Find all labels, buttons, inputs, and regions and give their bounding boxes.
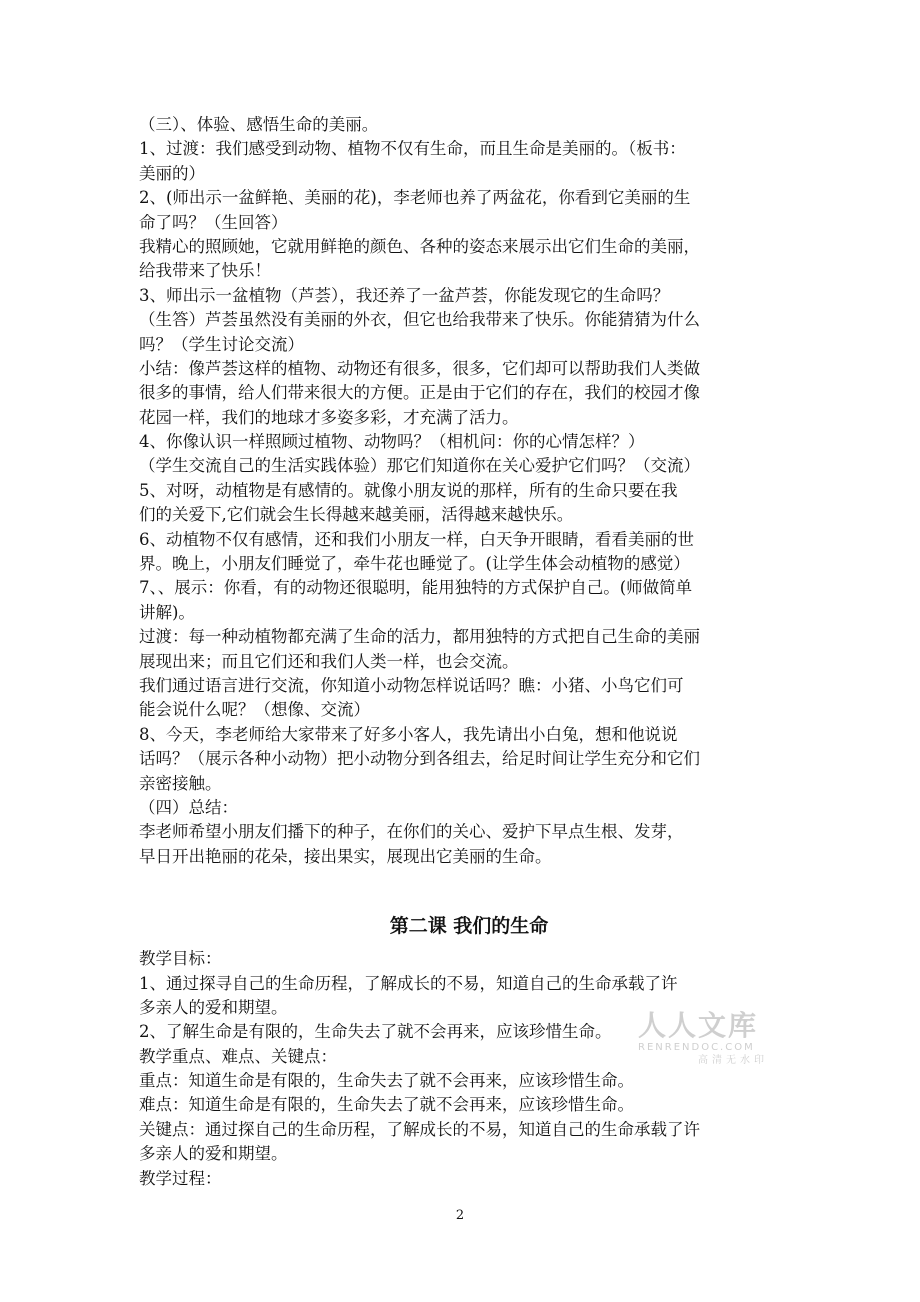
text-line: 1、通过探寻自己的生命历程，了解成长的不易，知道自己的生命承载了许 [139, 973, 678, 993]
text-line: 8、今天，李老师给大家带来了好多小客人，我先请出小白兔，想和他说说 [139, 724, 678, 744]
page-number: 2 [455, 1208, 465, 1223]
text-line: （学生交流自己的生活实践体验）那它们知道你在关心爱护它们吗？（交流） [139, 456, 700, 476]
text-line: 吗？（学生讨论交流） [139, 334, 304, 354]
text-line: （生答）芦荟虽然没有美丽的外衣，但它也给我带来了快乐。你能猜猜为什么 [139, 310, 700, 330]
lesson-one-section [139, 113, 799, 869]
text-line: 能会说什么呢？（想像、交流） [139, 700, 370, 720]
text-line: 7、、展示：你看，有的动物还很聪明，能用独特的方式保护自己。(师做简单 [139, 578, 693, 598]
text-line: 重点：知道生命是有限的，生命失去了就不会再来，应该珍惜生命。 [139, 1071, 634, 1091]
text-line: 教学目标： [139, 949, 222, 969]
text-line: 多亲人的爱和期望。 [139, 997, 288, 1017]
text-line: 教学过程： [139, 1168, 222, 1188]
text-line: 我们通过语言进行交流，你知道小动物怎样说话吗？瞧：小猪、小鸟它们可 [139, 675, 684, 695]
text-line: 美丽的） [139, 163, 205, 183]
text-line: 过渡：每一种动植物都充满了生命的活力，都用独特的方式把自己生命的美丽 [139, 627, 700, 647]
text-line: 们的关爱下,它们就会生长得越来越美丽，活得越来越快乐。 [139, 505, 574, 525]
text-line: 话吗？（展示各种小动物）把小动物分到各组去，给足时间让学生充分和它们 [139, 749, 700, 769]
text-line: 小结：像芦荟这样的植物、动物还有很多，很多，它们却可以帮助我们人类做 [139, 358, 700, 378]
text-line: 5、对呀，动植物是有感情的。就像小朋友说的那样，所有的生命只要在我 [139, 480, 678, 500]
text-line: 2、(师出示一盆鲜艳、美丽的花)，李老师也养了两盆花，你看到它美丽的生 [139, 188, 691, 208]
text-line: 命了吗？（生回答） [139, 212, 288, 232]
text-line: 3、师出示一盆植物（芦荟），我还养了一盆芦荟，你能发现它的生命吗？ [139, 285, 670, 305]
text-line: 教学重点、难点、关键点： [139, 1046, 337, 1066]
text-line: 2、了解生命是有限的，生命失去了就不会再来，应该珍惜生命。 [139, 1022, 612, 1042]
section-gap [139, 869, 799, 909]
text-line: 我精心的照顾她，它就用鲜艳的颜色、各种的姿态来展示出它们生命的美丽， [139, 236, 700, 256]
section-title: 第二课 我们的生命 [389, 915, 549, 938]
text-line: 花园一样，我们的地球才多姿多彩，才充满了活力。 [139, 407, 519, 427]
text-line: 亲密接触。 [139, 773, 222, 793]
text-line: 界。晚上，小朋友们睡觉了，牵牛花也睡觉了。(让学生体会动植物的感觉） [139, 554, 690, 574]
text-line: 1、过渡：我们感受到动物、植物不仅有生命，而且生命是美丽的。（板书： [139, 139, 686, 159]
text-line: （四）总结： [139, 797, 238, 817]
watermark-main-text: 人人文库 [638, 1009, 759, 1042]
text-line: 难点：知道生命是有限的，生命失去了就不会再来，应该珍惜生命。 [139, 1095, 634, 1115]
text-line: 4、你像认识一样照顾过植物、动物吗？（相机问：你的心情怎样？） [139, 432, 645, 452]
text-line: 给我带来了快乐！ [139, 261, 271, 281]
text-line: 李老师希望小朋友们播下的种子，在你们的关心、爱护下早点生根、发芽， [139, 822, 684, 842]
text-line: 早日开出艳丽的花朵，接出果实，展现出它美丽的生命。 [139, 846, 552, 866]
watermark-domain: RENRENDOC.COM [638, 1042, 755, 1053]
text-line: 讲解)。 [139, 602, 195, 622]
text-line: 很多的事情，给人们带来很大的方便。正是由于它们的存在，我们的校园才像 [139, 383, 700, 403]
text-line: 6、动植物不仅有感情，还和我们小朋友一样，白天争开眼睛，看看美丽的世 [139, 529, 694, 549]
text-line: 展现出来；而且它们还和我们人类一样，也会交流。 [139, 651, 519, 671]
watermark-subtext: 高清无水印 [698, 1055, 768, 1066]
text-line: （三）、体验、感悟生命的美丽。 [139, 115, 379, 134]
text-line: 多亲人的爱和期望。 [139, 1144, 288, 1164]
watermark-logo [638, 1010, 778, 1080]
text-line: 关键点：通过探自己的生命历程，了解成长的不易，知道自己的生命承载了许 [139, 1119, 700, 1139]
